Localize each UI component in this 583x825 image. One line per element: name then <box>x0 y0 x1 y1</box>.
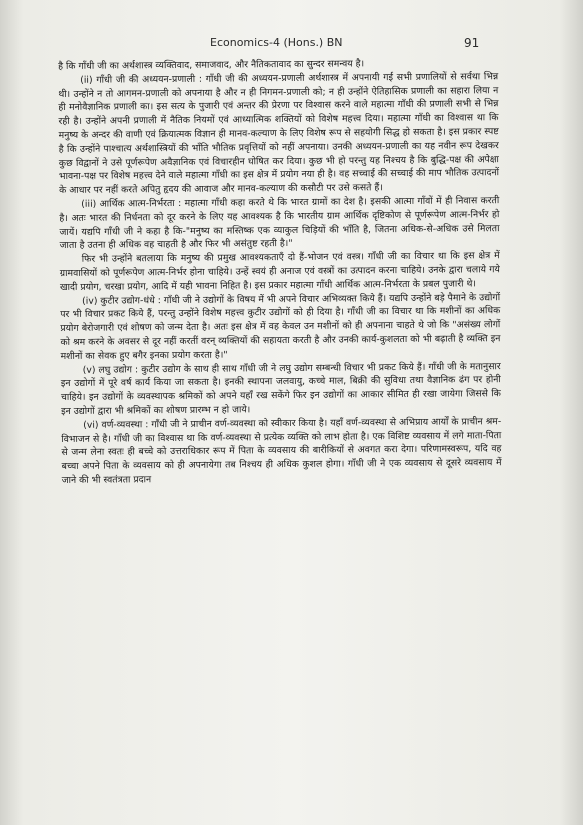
page-number: 91 <box>464 36 480 50</box>
body-text <box>58 56 502 488</box>
running-header <box>0 36 583 52</box>
header-title: Economics-4 (Hons.) BN <box>210 36 343 49</box>
paragraph-varna-system: (vi) वर्ण-व्यवस्था : गाँधी जी ने प्राचीन वर्ण-व्यवस्था को स्वीकार किया है। यहाँ वर्ण-व्यवस्था से अभिप्राय आर्यों के प्राचीन श्रम-विभाजन से है। गाँधी जी का विश्वास था कि वर्ण-व्यवस्था से प्रत्येक व्यक्ति को लाभ होता है। एक विशिष्ट व्यवसाय में लगे माता-पिता से जन्म लेना स्वतः ही बच्चे को उत्तराधिकार रूप में पिता के व्यवसाय की बारीकियों से अवगत करा देगा। परिणामस्वरूप, यदि वह बच्चा अपने पिता के व्यवसाय को ही अपनायेगा तब निश्चय ही अधिक कुशल होगा। गाँधी जी ने एक व्यवसाय से दूसरे व्यवसाय में जाने की भी स्वतंत्रता प्रदान <box>61 415 502 486</box>
paragraph-intro: है कि गाँधी जी का अर्थशास्त्र व्यक्तिवाद, समाजवाद, और नैतिकतावाद का सुन्दर समन्वय है। <box>58 58 365 72</box>
paragraph-economic-self-reliance: (iii) आर्थिक आत्म-निर्भरता : महात्मा गाँधी कहा करते थे कि भारत ग्रामों का देश है। इसकी आत्मा गाँवों में ही निवास करती है। अतः भारत की निर्धनता को दूर करने के लिए यह आवश्यक है कि भारतीय ग्राम आर्थिक दृष्टिकोण से पूर्णरूपेण आत्म-निर्भर हो जायें। यद्यपि गाँधी जी ने कहा है कि-"मनुष्य का मस्तिष्क एक व्याकुल चिड़ियों की भाँति है, जितना अधिक-से-अधिक उसे मिलता जाता है उतना ही अधिक वह चाहती है और फिर भी असंतुष्ट रहती है।" <box>59 195 500 252</box>
paragraph-small-industries: (v) लघु उद्योग : कुटीर उद्योग के साथ ही साथ गाँधी जी ने लघु उद्योग सम्बन्धी विचार भी प्रकट किये हैं। गाँधी जी के मतानुसार इन उद्योगों में पूरे वर्ष कार्य किया जा सकता है। इनकी स्थापना जलवायु, कच्चे माल, बिक्री की सुविधा तथा वैज्ञानिक ढंग पर होनी चाहिये। इन उद्योगों के व्यवस्थापक श्रमिकों को अपने यहाँ रख सकेंगे फिर इन उद्योगों का आकार सीमित ही रखा जायेगा जिससे कि इन उद्योगों द्वारा भी श्रमिकों का शोषण प्रारम्भ न हो जाये। <box>60 360 501 417</box>
paragraph-study-method: (ii) गाँधी जी की अध्ययन-प्रणाली : गाँधी जी की अध्ययन-प्रणाली अर्थशास्त्र में अपनायी गई सभी प्रणालियों से सर्वथा भिन्न थी। उन्होंने न तो आगमन-प्रणाली को अपनाया है और न ही निगमन-प्रणाली को; न ही उन्होंने ऐतिहासिक प्रणाली का सहारा लिया न ही मनोवैज्ञानिक प्रणाली का। इस सत्य के पुजारी एवं अन्तर की प्रेरणा पर विश्वास करने वाले महात्मा गाँधी की प्रणाली सभी से भिन्न रही है। उन्होंने अपनी प्रणाली में नैतिक नियमों एवं आध्यात्मिक शक्तियों को विशेष महत्त्व दिया। महात्मा गाँधी का विश्वास था कि मनुष्य के अन्दर की वाणी एवं क्रियात्मक विज्ञान ही मानव-कल्याण के लिए विशेष रूप से सहयोगी सिद्ध हो सकता है। इस प्रकार स्पष्ट है कि उन्होंने पाश्चात्य अर्थशास्त्रियों की भाँति भौतिक प्रवृत्तियों को नहीं अपनाया। उनकी अध्ययन-प्रणाली का यह नवीन रूप देखकर कुछ विद्वानों ने उसे पूर्णरूपेण अवैज्ञानिक एवं विचारहीन घोषित कर दिया। कुछ भी हो परन्तु यह निश्चय है कि बुद्धि-पक्ष की अपेक्षा भावना-पक्ष पर विशेष महत्त्व देने वाले महात्मा गाँधी का इस क्षेत्र में प्रयोग नया ही है। वह सच्चाई की सच्चाई की माप भौतिक उत्पादनों के आधार पर नहीं करते अपितु हृदय की आवाज और मानव-कल्याण की कसौटी पर उसे कसते हैं। <box>58 70 500 197</box>
paragraph-cottage-industries: (iv) कुटीर उद्योग-धंधे : गाँधी जी ने उद्योगों के विषय में भी अपने विचार अभिव्यक्त किये हैं। यद्यपि उन्होंने बड़े पैमाने के उद्योगों पर भी विचार प्रकट किये हैं, परन्तु उन्होंने विशेष महत्त्व कुटीर उद्योगों को ही दिया है। गाँधी जी का विचार था कि मशीनों का अधिक प्रयोग बेरोजगारी एवं शोषण को जन्म देता है। अतः इस क्षेत्र में वह केवल उन मशीनों को ही अपनाना चाहते थे जो कि "असंख्य लोगों को श्रम करने के अवसर से दूर नहीं करतीं वरन् व्यक्तियों की सहायता करती है और उनकी कार्य-कुशलता को भी बढ़ाती है व्यक्ति इन मशीनों का सेवक हुए बगैर इनका प्रयोग करता है।" <box>60 291 501 362</box>
paragraph-basic-needs: फिर भी उन्होंने बतलाया कि मनुष्य की प्रमुख आवश्यकताएँ दो हैं-भोजन एवं वस्त्र। गाँधी जी का विचार था कि इस क्षेत्र में ग्रामवासियों को पूर्णरूपेण आत्म-निर्भर होना चाहिये। उन्हें स्वयं ही अनाज एवं वस्त्रों का उत्पादन करना चाहिये। उनके द्वारा चलाये गये खादी प्रयोग, चरखा प्रयोग, आदि में यही भावना निहित है। इस प्रकार महात्मा गाँधी आर्थिक आत्म-निर्भरता के प्रबल पुजारी थे। <box>59 250 500 293</box>
